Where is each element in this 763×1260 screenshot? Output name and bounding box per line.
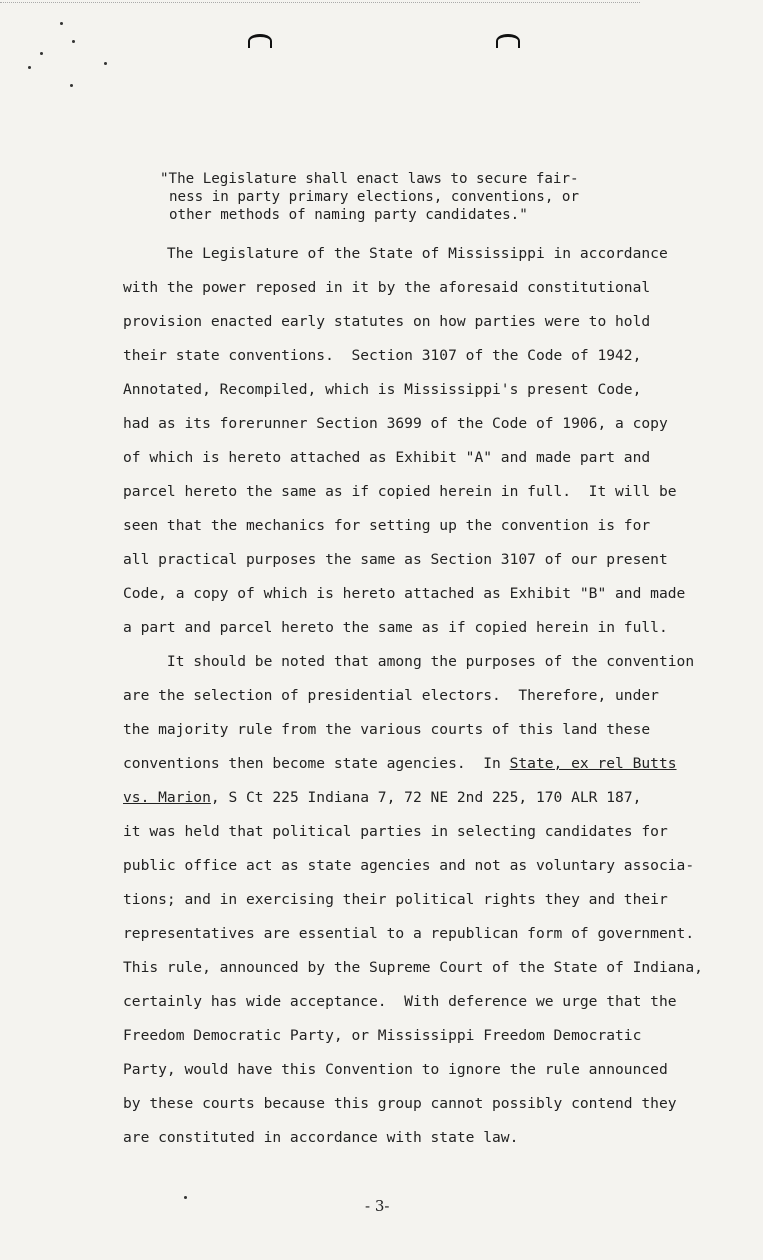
paragraph-2-line bbox=[123, 781, 723, 815]
paragraph-2-line: It should be noted that among the purposes of the convention bbox=[123, 653, 695, 670]
paragraph-1-line: with the power reposed in it by the aforesaid constitutional bbox=[123, 279, 651, 296]
case-citation: vs. Marion bbox=[123, 789, 211, 806]
paragraph-2-line: Party, would have this Convention to ignore the rule announced bbox=[123, 1061, 668, 1078]
paragraph-1-line: Code, a copy of which is hereto attached as Exhibit "B" and made bbox=[123, 585, 686, 602]
quote-line: other methods of naming party candidates." bbox=[169, 207, 528, 223]
line-text: , S Ct 225 Indiana 7, 72 NE 2nd 225, 170 ALR 187, bbox=[210, 789, 642, 806]
paragraph-2-line: are the selection of presidential electors. Therefore, under bbox=[123, 687, 659, 704]
paragraph-2-line: are constituted in accordance with state law. bbox=[123, 1129, 519, 1146]
paragraph-1-line: parcel hereto the same as if copied herein in full. It will be bbox=[123, 483, 677, 500]
line-text: conventions then become state agencies. In bbox=[123, 755, 510, 772]
binder-hole-left bbox=[248, 34, 272, 48]
scan-speck bbox=[104, 62, 107, 65]
paragraph-2-line: certainly has wide acceptance. With deference we urge that the bbox=[123, 993, 677, 1010]
paragraph-2-line: tions; and in exercising their political rights they and their bbox=[123, 891, 668, 908]
scan-speck bbox=[40, 52, 43, 55]
scan-speck bbox=[70, 84, 73, 87]
binder-hole-right bbox=[496, 34, 520, 48]
paragraph-2-line: Freedom Democratic Party, or Mississippi Freedom Democratic bbox=[123, 1027, 642, 1044]
paragraph-2-line: This rule, announced by the Supreme Court of the State of Indiana, bbox=[123, 959, 703, 976]
paragraph-1-line: Annotated, Recompiled, which is Mississippi's present Code, bbox=[123, 381, 642, 398]
paragraph-1-line: had as its forerunner Section 3699 of the Code of 1906, a copy bbox=[123, 415, 668, 432]
scan-speck bbox=[28, 66, 31, 69]
scan-speck bbox=[72, 40, 75, 43]
paragraph-1-line: of which is hereto attached as Exhibit "A" and made part and bbox=[123, 449, 651, 466]
paragraph-2-line: public office act as state agencies and not as voluntary associa- bbox=[123, 857, 695, 874]
scan-speck bbox=[184, 1196, 187, 1199]
paragraph-1-line: their state conventions. Section 3107 of the Code of 1942, bbox=[123, 347, 642, 364]
paragraph-2-line: by these courts because this group cannot possibly contend they bbox=[123, 1095, 677, 1112]
paragraph-2-line bbox=[123, 747, 723, 781]
paragraph-1-line: all practical purposes the same as Section 3107 of our present bbox=[123, 551, 668, 568]
paragraph-1-line: seen that the mechanics for setting up the convention is for bbox=[123, 517, 651, 534]
paragraph-1-line: a part and parcel hereto the same as if copied herein in full. bbox=[123, 619, 668, 636]
paragraph-2-line: representatives are essential to a republican form of government. bbox=[123, 925, 695, 942]
page-top-edge bbox=[0, 2, 640, 3]
paragraph-1-line: provision enacted early statutes on how parties were to hold bbox=[123, 313, 651, 330]
paragraph-2-line: it was held that political parties in selecting candidates for bbox=[123, 823, 668, 840]
quote-line: "The Legislature shall enact laws to secure fair- bbox=[160, 171, 579, 187]
page-number: - 3- bbox=[365, 1197, 390, 1215]
paragraph-2-line: the majority rule from the various courts of this land these bbox=[123, 721, 651, 738]
paragraph-1-line: The Legislature of the State of Mississippi in accordance bbox=[123, 245, 668, 262]
quote-line: ness in party primary elections, conventions, or bbox=[169, 189, 579, 205]
body-text bbox=[123, 237, 723, 1155]
constitutional-quote bbox=[160, 170, 620, 224]
scan-speck bbox=[60, 22, 63, 25]
case-citation: State, ex rel Butts bbox=[509, 755, 677, 772]
